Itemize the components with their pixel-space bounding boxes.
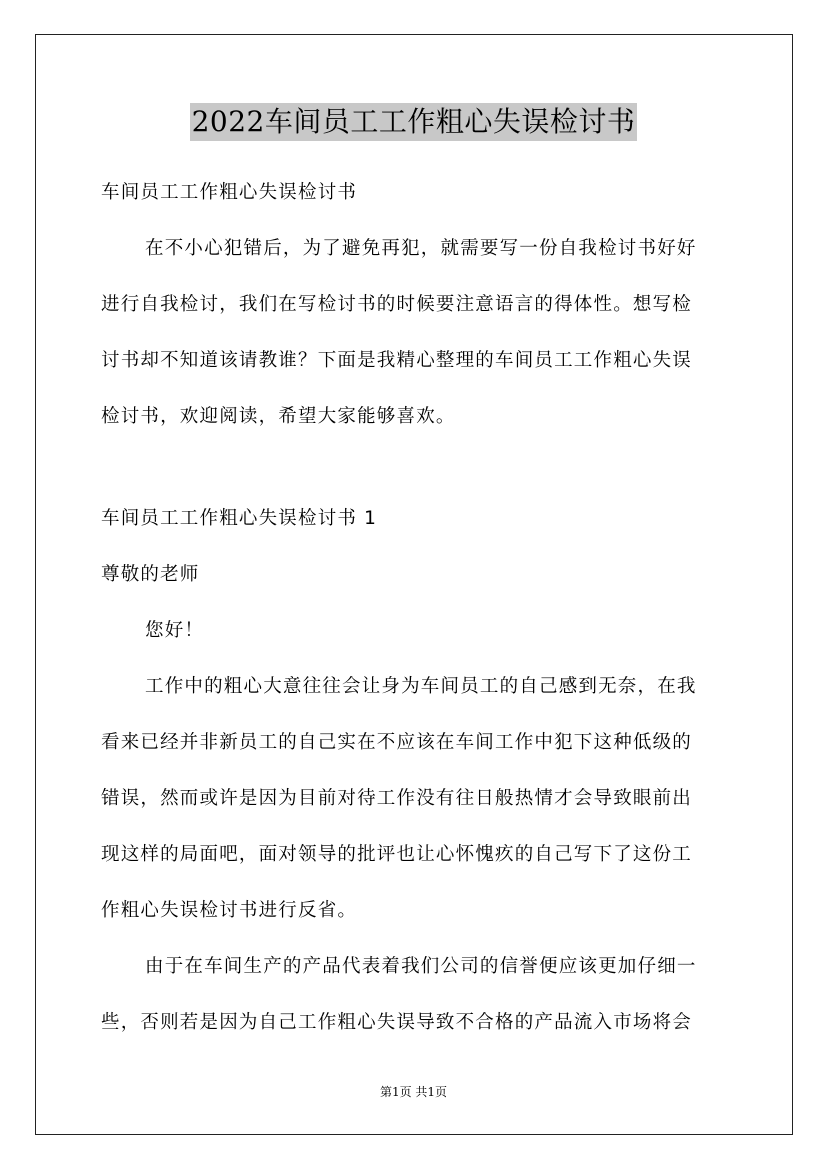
- paragraph-line: 现这样的局面吧，面对领导的批评也让心怀愧疚的自己写下了这份工: [101, 844, 693, 865]
- page-footer: [0, 1083, 827, 1100]
- intro-line: 检讨书，欢迎阅读，希望大家能够喜欢。: [101, 406, 456, 427]
- paragraph-line: 作粗心失误检讨书进行反省。: [101, 900, 358, 921]
- blank-gap: [101, 436, 726, 498]
- paragraph-line: 工作中的粗心大意往往会让身为车间员工的自己感到无奈，在我: [145, 676, 697, 697]
- greeting: 您好！: [145, 620, 205, 641]
- page-number: 第1页 共1页: [379, 1085, 448, 1099]
- paragraph-line: 看来已经并非新员工的自己实在不应该在车间工作中犯下这种低级的: [101, 732, 693, 753]
- paragraph-line: 些，否则若是因为自己工作粗心失误导致不合格的产品流入市场将会: [101, 1012, 693, 1033]
- intro-line: 在不小心犯错后，为了避免再犯，就需要写一份自我检讨书好好: [145, 238, 697, 259]
- section-title: 车间员工工作粗心失误检讨书 1: [101, 508, 378, 529]
- intro-line: 讨书却不知道该请教谁？下面是我精心整理的车间员工工作粗心失误: [101, 350, 693, 371]
- document-body: [101, 174, 726, 1042]
- paragraph-line: 由于在车间生产的产品代表着我们公司的信誉便应该更加仔细一: [145, 956, 697, 977]
- salutation: 尊敬的老师: [101, 564, 200, 585]
- document-subtitle: 车间员工工作粗心失误检讨书: [101, 182, 358, 203]
- title-container: [0, 103, 827, 141]
- document-title: 2022车间员工工作粗心失误检讨书: [190, 103, 638, 141]
- paragraph-line: 错误，然而或许是因为目前对待工作没有往日般热情才会导致眼前出: [101, 788, 693, 809]
- intro-line: 进行自我检讨，我们在写检讨书的时候要注意语言的得体性。想写检: [101, 294, 693, 315]
